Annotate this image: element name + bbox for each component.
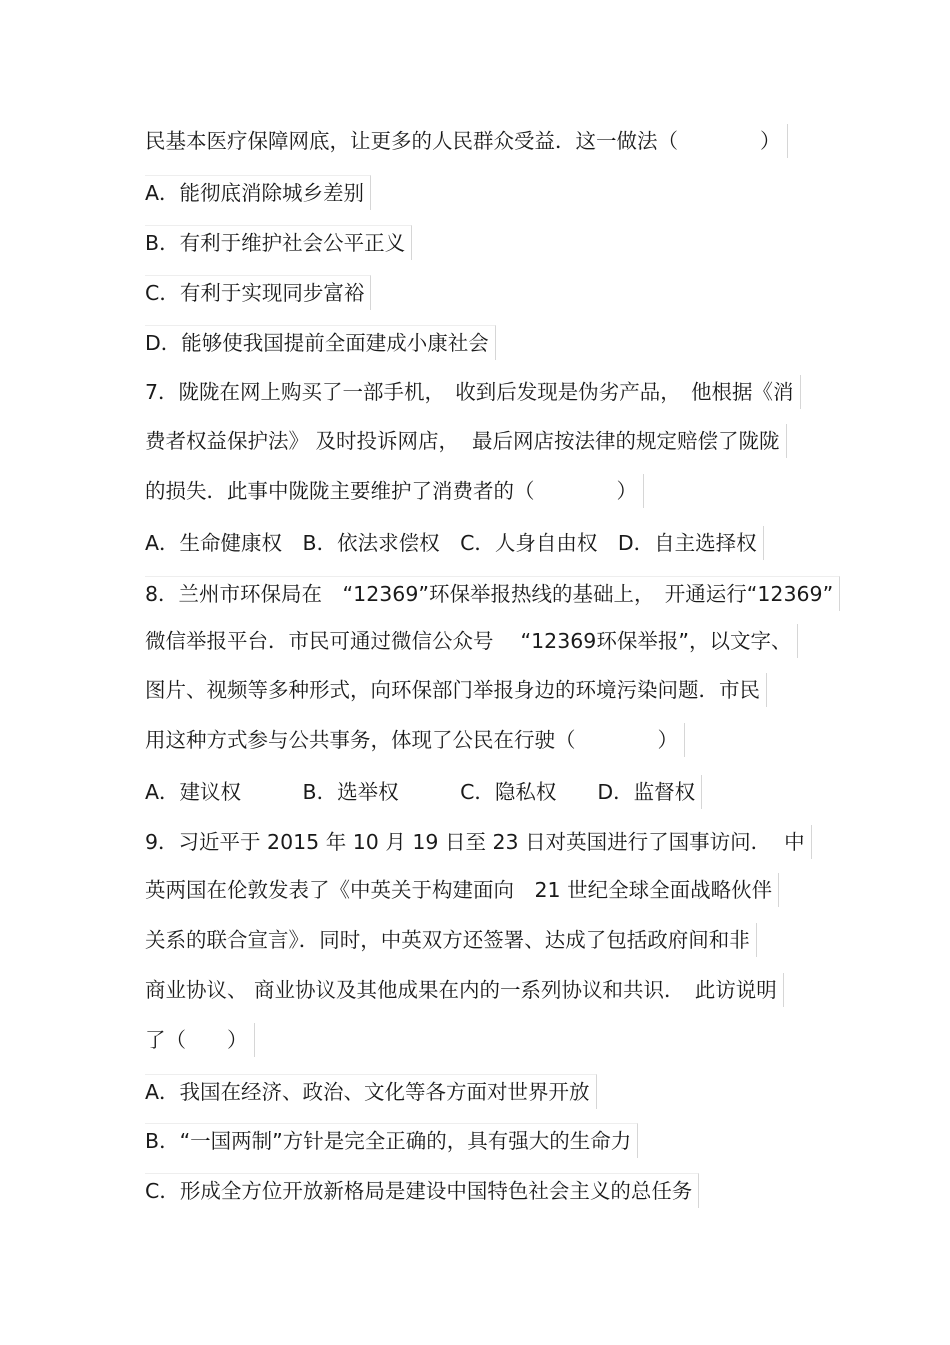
question-7-line-1: 7．陇陇在网上购买了一部手机， 收到后发现是伪劣产品， 他根据《消 xyxy=(145,375,801,409)
option-b-q6: B．有利于维护社会公平正义 xyxy=(145,225,412,260)
option-c-q9: C．形成全方位开放新格局是建设中国特色社会主义的总任务 xyxy=(145,1173,699,1208)
options-q7: A．生命健康权 B．依法求偿权 C．人身自由权 D．自主选择权 xyxy=(145,526,764,560)
text-line-1: 民基本医疗保障网底，让更多的人民群众受益．这一做法（ ） xyxy=(145,124,788,158)
question-7-line-3: 的损失．此事中陇陇主要维护了消费者的（ ） xyxy=(145,474,644,508)
option-b-q9: B．“一国两制”方针是完全正确的，具有强大的生命力 xyxy=(145,1123,638,1158)
question-7-line-2: 费者权益保护法》 及时投诉网店， 最后网店按法律的规定赔偿了陇陇 xyxy=(145,424,787,458)
question-9-line-2: 英两国在伦敦发表了《中英关于构建面向 21 世纪全球全面战略伙伴 xyxy=(145,873,779,907)
question-9-line-4: 商业协议、 商业协议及其他成果在内的一系列协议和共识． 此访说明 xyxy=(145,973,784,1007)
option-a-q6: A．能彻底消除城乡差别 xyxy=(145,175,371,210)
option-d-q6: D．能够使我国提前全面建成小康社会 xyxy=(145,325,496,360)
question-8-line-1: 8．兰州市环保局在 “12369”环保举报热线的基础上， 开通运行“12369” xyxy=(145,576,840,611)
question-9-line-3: 关系的联合宣言》．同时，中英双方还签署、达成了包括政府间和非 xyxy=(145,923,757,957)
option-c-q6: C．有利于实现同步富裕 xyxy=(145,275,371,310)
question-9-line-5: 了（ ） xyxy=(145,1023,255,1057)
option-a-q9: A．我国在经济、政治、文化等各方面对世界开放 xyxy=(145,1074,597,1109)
question-9-line-1: 9．习近平于 2015 年 10 月 19 日至 23 日对英国进行了国事访问． 中 xyxy=(145,825,812,859)
question-8-line-2: 微信举报平台．市民可通过微信公众号 “12369环保举报”，以文字、 xyxy=(145,624,798,658)
question-8-line-3: 图片、视频等多种形式，向环保部门举报身边的环境污染问题．市民 xyxy=(145,673,767,707)
options-q8: A．建议权 B．选举权 C．隐私权 D．监督权 xyxy=(145,775,702,809)
question-8-line-4: 用这种方式参与公共事务，体现了公民在行驶（ ） xyxy=(145,723,685,757)
